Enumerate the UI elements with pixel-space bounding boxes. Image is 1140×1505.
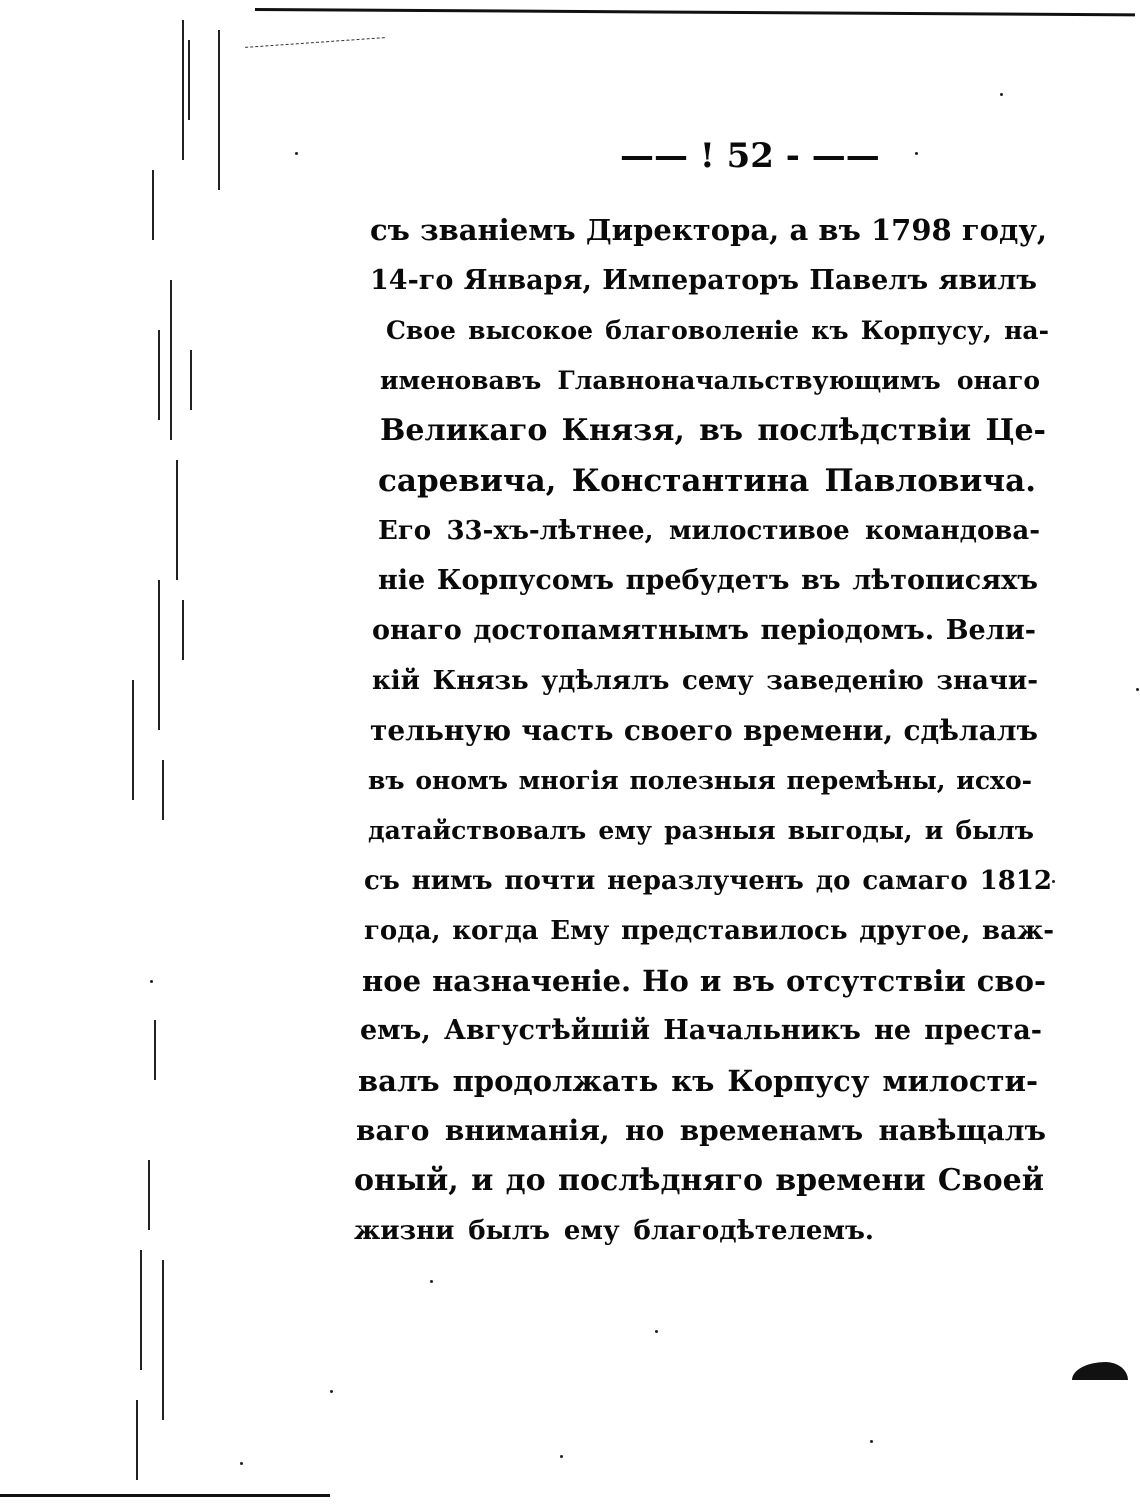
text-line: емъ, Августѣйшій Начальникъ не преста- [360, 1015, 1042, 1046]
text-line: года, когда Ему представилось другое, важ- [364, 916, 1054, 946]
text-line: Свое высокое благоволеніе къ Корпусу, на- [386, 316, 1049, 345]
text-line: тельную часть своего времени, сдѣлалъ [370, 714, 1038, 747]
text-line: Великаго Князя, въ послѣдствіи Це- [380, 413, 1046, 448]
top-rule [255, 8, 1135, 16]
text-line: кій Князь удѣлялъ сему заведенію значи- [372, 666, 1038, 696]
binding-gutter-marks [118, 0, 228, 1505]
text-line: жизни былъ ему благодѣтелемъ. [354, 1216, 874, 1246]
text-line: саревича, Константина Павловича. [378, 463, 1036, 499]
text-line: Его 33-хъ-лѣтнее, милостивое командова- [378, 516, 1040, 546]
text-line: въ ономъ многія полезныя перемѣны, исхо- [368, 766, 1032, 795]
page-number: —— ! 52 - —— [620, 136, 880, 176]
text-line: ваго вниманія, но временамъ навѣщалъ [356, 1114, 1046, 1147]
text-line: именовавъ Главноначальствующимъ онаго [380, 366, 1040, 395]
text-line: съ званіемъ Директора, а въ 1798 году, [370, 213, 1047, 247]
text-line: онаго достопамятнымъ періодомъ. Вели- [372, 615, 1036, 646]
ink-blot [1072, 1362, 1128, 1380]
text-line: ніе Корпусомъ пребудетъ въ лѣтописяхъ [378, 565, 1038, 596]
text-line: датайствовалъ ему разныя выгоды, и былъ [368, 816, 1034, 845]
text-line: оный, и до послѣдняго времени Своей [354, 1163, 1044, 1198]
text-line: ное назначеніе. Но и въ отсутствіи сво- [362, 964, 1046, 998]
text-line: 14-го Января, Императоръ Павелъ явилъ [370, 265, 1037, 296]
text-line: съ нимъ почти неразлученъ до самаго 1812 [364, 866, 1052, 896]
text-line: валъ продолжать къ Корпусу милости- [358, 1064, 1038, 1098]
top-rule-dashed [245, 37, 385, 49]
